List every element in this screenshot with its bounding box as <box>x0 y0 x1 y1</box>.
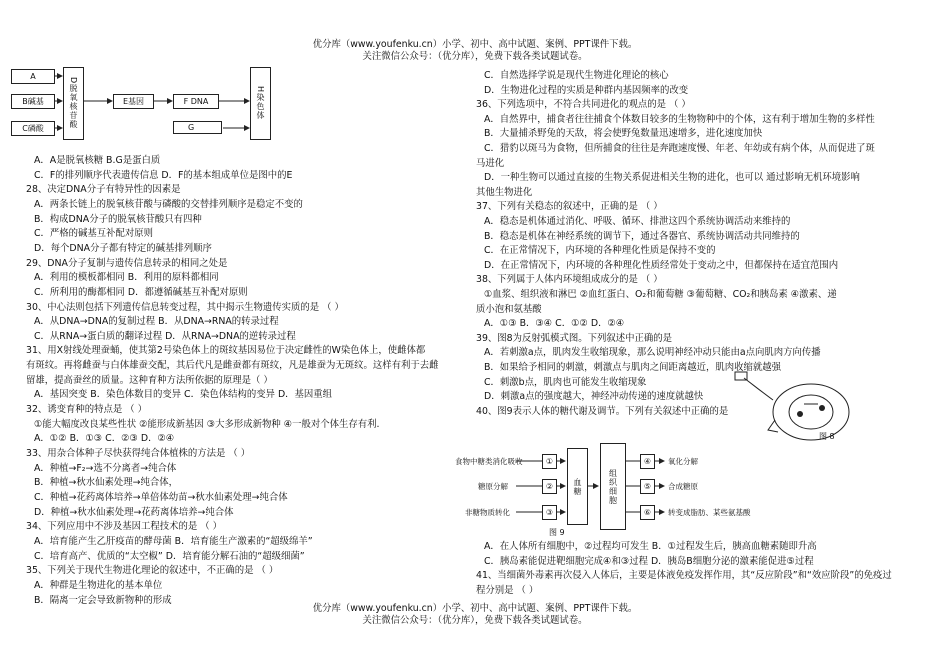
box-b: B碱基 <box>11 94 55 109</box>
left-line: 34、下列应用中不涉及基因工程技术的是 （ ） <box>26 521 223 533</box>
left-line: A．两条长链上的脱氧核苷酸与磷酸的交替排列顺序是稳定不变的 <box>34 198 303 210</box>
header-line-1: 优分库（www.youfenku.cn）小学、初中、高中试题、案例、PPT课件下载。 <box>312 39 638 50</box>
left-line: 29、DNA分子复制与遗传信息转录的相同之处是 <box>26 257 228 269</box>
fig9-step-6: ⑥ <box>640 505 655 520</box>
right_top-line: B．如果给予相同的刺激，刺激点与肌肉之间距离越近，肌肉收缩就越强 <box>484 362 782 373</box>
left-line: C．严格的碱基互补配对原则 <box>34 228 154 240</box>
left-line: 33、用杂合体种子尽快获得纯合体植株的方法是 （ ） <box>26 448 251 459</box>
left-line: A．从DNA→DNA的复制过程 B．从DNA→RNA的转录过程 <box>34 316 279 328</box>
right_top-line: D．一种生物可以通过直接的生物关系促进相关生物的进化，也可以 通过影响无机环境影响 <box>484 172 860 184</box>
right_top-line: A．稳态是机体通过消化、呼吸、循环、排泄这四个系统协调活动来维持的 <box>484 216 791 227</box>
left-line: A．利用的模板都相同 B．利用的原料都相同 <box>34 272 219 284</box>
header-line-2: 关注微信公众号：（优分库），免费下载各类试题试卷。 <box>362 51 588 62</box>
footer-line-1: 优分库（www.youfenku.cn）小学、初中、高中试题、案例、PPT课件下载。 <box>312 603 638 614</box>
right_top-line: 40、图9表示人体的糖代谢及调节。下列有关叙述中正确的是 <box>476 405 729 417</box>
right_top-line: D．刺激a点的强度越大，神经冲动传递的速度就越快 <box>484 391 704 403</box>
left-line: C．F的排列顺序代表遗传信息 D．F的基本组成单位是图中的E <box>34 169 293 181</box>
left-line: 31、用X射线处理蚕蛹，使其第2号染色体上的斑纹基因易位于决定雌性的W染色体上，使雌体都 <box>26 345 426 357</box>
figure-8-caption: 图 8 <box>819 432 835 441</box>
right_top-line: 36、下列选项中，不符合共同进化的观点的是 （ ） <box>476 99 691 111</box>
fig9-source-3: 非糖物质转化 <box>465 508 510 517</box>
right_top-line: C．在正常情况下，内环境的各种理化性质是保持不变的 <box>484 245 716 257</box>
left-line: 35、下列关于现代生物进化理论的叙述中，不正确的是 （ ） <box>26 565 279 577</box>
box-f: F DNA <box>173 94 219 109</box>
fig9-step-1: ① <box>542 454 557 469</box>
left-line: 留雄，提高蚕丝的质量。这种育种方法所依据的原理是（ ） <box>26 374 273 386</box>
fig9-source-1: 食物中糖类消化吸收 <box>455 457 523 466</box>
right_bottom-line: C．胰岛素能促进靶细胞完成④和③过程 D．胰岛B细胞分泌的激素能促进⑤过程 <box>484 555 814 567</box>
left-line: A．基因突变 B．染色体数目的变异 C．染色体结构的变异 D．基因重组 <box>34 389 333 401</box>
right_top-line: D．在正常情况下，内环境的各种理化性质经常处于变动之中，但都保持在适宜范围内 <box>484 259 839 271</box>
right_top-line: C．猎豹以斑马为食物，但所捕食的往往是奔跑速度慢、年老、年幼或有病个体，从而促进了斑 <box>484 143 875 154</box>
box-d: D脱氧核苷酸 <box>63 67 84 140</box>
right_top-line: C．刺激b点，肌肉也可能发生收缩现象 <box>484 376 647 388</box>
left-line: ①能大幅度改良某些性状 ②能形成新基因 ③大多形成新物种 ④一般对个体生存有利. <box>34 418 380 430</box>
box-c: C磷酸 <box>11 121 55 136</box>
right_top-line: B．稳态是机体在神经系统的调节下，通过各器官、系统协调活动共同维持的 <box>484 230 800 242</box>
left-line: A．A是脱氧核糖 B.G是蛋白质 <box>34 155 161 166</box>
right_top-line: 37、下列有关稳态的叙述中，正确的是 （ ） <box>476 201 663 213</box>
right_bottom-line: 程分别是 （ ） <box>476 584 539 596</box>
fig9-step-2: ② <box>542 479 557 494</box>
fig9-step-4: ④ <box>640 454 655 469</box>
fig9-out-2: 合成糖原 <box>668 482 698 491</box>
left-line: B．种植→秋水仙素处理→纯合体， <box>34 477 179 489</box>
box-g: G <box>173 121 222 134</box>
right_top-line: A．自然界中，捕食者往往捕食个体数目较多的生物物种中的个体，这有利于增加生物的多样性 <box>484 113 875 125</box>
left-line: C．培育高产、优质的“太空椒” D．培育能分解石油的“超级细菌” <box>34 550 305 562</box>
left-line: A．①② B．①③ C．②③ D．②④ <box>34 433 175 445</box>
right_top-line: C．自然选择学说是现代生物进化理论的核心 <box>484 70 669 81</box>
left-line: D．每个DNA分子都有特定的碱基排列顺序 <box>34 242 212 254</box>
left-line: C．从RNA→蛋白质的翻译过程 D．从RNA→DNA的逆转录过程 <box>34 330 296 342</box>
right_top-line: A．若刺激a点，肌肉发生收缩现象，那么说明神经冲动只能由a点向肌肉方向传播 <box>484 347 821 359</box>
fig9-out-3: 转变成脂肪、某些氨基酸 <box>668 508 751 517</box>
fig9-source-2: 糖原分解 <box>478 482 508 491</box>
right_top-line: 马进化 <box>476 157 505 169</box>
right_top-line: ①血浆、组织液和淋巴 ②血红蛋白、O₂和葡萄糖 ③葡萄糖、CO₂和胰岛素 ④激素、递 <box>484 289 837 300</box>
footer-line-2: 关注微信公众号：（优分库），免费下载各类试题试卷。 <box>362 615 588 626</box>
box-e: E基因 <box>113 94 154 109</box>
left-line: A．培育能产生乙肝疫苗的酵母菌 B．培育能生产激素的“超级绵羊” <box>34 535 313 547</box>
right_top-line: D．生物进化过程的实质是种群内基因频率的改变 <box>484 84 689 96</box>
left-line: 32、诱变育种的特点是 （ ） <box>26 404 148 416</box>
fig9-step-5: ⑤ <box>640 479 655 494</box>
left-line: A．种植→F₂→选不分离者→纯合体 <box>34 462 177 474</box>
left-line: C．种植→花药离体培养→单倍体幼苗→秋水仙素处理→纯合体 <box>34 491 288 503</box>
left-line: C．所利用的酶都相同 D．都遵循碱基互补配对原则 <box>34 286 248 298</box>
right_top-line: 质小泡和氨基酸 <box>476 303 542 315</box>
fig9-step-3: ③ <box>542 505 557 520</box>
left-line: B．构成DNA分子的脱氧核苷酸只有四种 <box>34 213 202 225</box>
fig9-tissue-cells: 组织细胞 <box>600 443 626 530</box>
left-line: A．种群是生物进化的基本单位 <box>34 579 163 591</box>
right_top-line: 39、图8为反射弧模式图。下列叙述中正确的是 <box>476 332 673 344</box>
left-line: 30、中心法则包括下列遗传信息转变过程，其中揭示生物遗传实质的是 （ ） <box>26 301 344 313</box>
right_top-line: 38、下列属于人体内环境组成成分的是 （ ） <box>476 274 663 286</box>
fig9-out-1: 氧化分解 <box>668 457 698 466</box>
right_bottom-line: 41、当细菌外毒素再次侵入人体后，主要是体液免疫发挥作用，其“反应阶段”和“效应阶段”的免疫过 <box>476 570 892 581</box>
right_top-line: 其他生物进化 <box>476 186 533 198</box>
right_top-line: B．大量捕杀野兔的天敌，将会使野兔数量迅速增多，进化速度加快 <box>484 128 763 140</box>
box-h: H染色体 <box>250 67 271 140</box>
left-line: 有斑纹。再将雌蚕与白体雄蚕交配，其后代凡是雌蚕都有斑纹，凡是雄蚕为无斑纹。这样有利于去雌 <box>26 360 439 372</box>
figure-9-caption: 图 9 <box>549 528 565 537</box>
right_bottom-line: A．在人体所有细胞中，②过程均可发生 B．①过程发生后，胰高血糖素随即升高 <box>484 541 817 552</box>
left-line: B．隔离一定会导致新物种的形成 <box>34 594 172 606</box>
box-a: A <box>11 69 55 84</box>
left-line: D．种植→秋水仙素处理→花药离体培养→纯合体 <box>34 506 234 518</box>
fig9-blood-glucose: 血糖 <box>567 448 588 525</box>
left-line: 28、决定DNA分子有特异性的因素是 <box>26 184 181 196</box>
right_top-line: A．①③ B．③④ C．①② D．②④ <box>484 318 625 330</box>
